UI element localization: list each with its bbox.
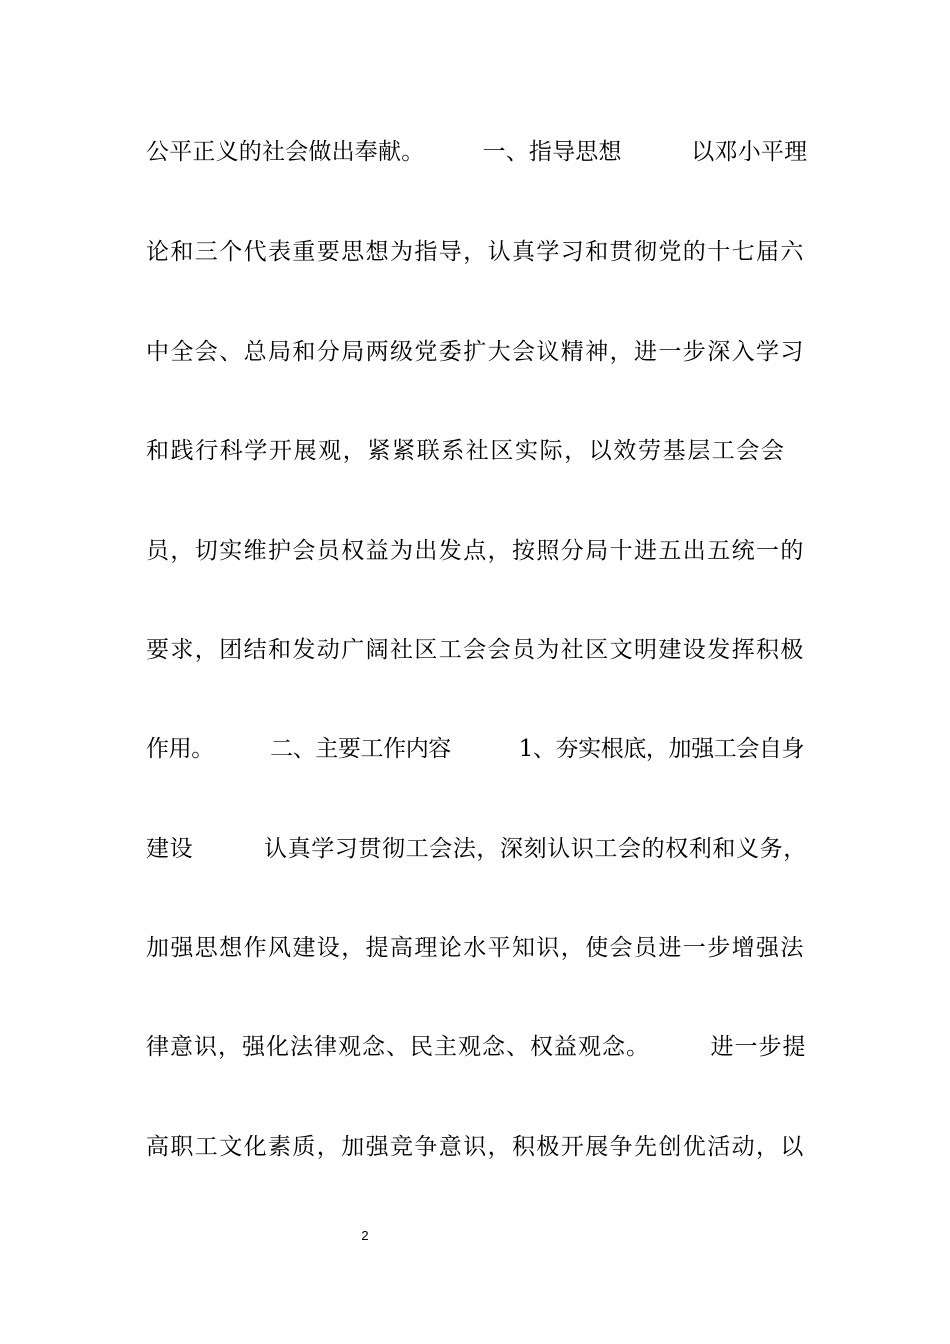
body-text-line-1: 公平正义的社会做出奉献。 一、指导思想 以邓小平理 — [146, 139, 808, 165]
body-text-line-5: 员，切实维护会员权益为出发点，按照分局十进五出五统一的 — [146, 538, 805, 564]
body-text-line-2: 论和三个代表重要思想为指导，认真学习和贯彻党的十七届六 — [146, 239, 805, 265]
body-text-line-6: 要求，团结和发动广阔社区工会会员为社区文明建设发挥积极 — [146, 637, 805, 663]
body-text-line-11: 高职工文化素质，加强竞争意识，积极开展争先创优活动，以 — [146, 1134, 805, 1160]
body-text-line-3: 中全会、总局和分局两级党委扩大会议精神，进一步深入学习 — [146, 339, 805, 365]
body-text-line-9: 加强思想作风建设，提高理论水平知识，使会员进一步增强法 — [146, 935, 805, 961]
body-text-line-8: 建设 认真学习贯彻工会法，深刻认识工会的权利和义务， — [146, 836, 807, 862]
page-number: 2 — [361, 1228, 369, 1243]
body-text-line-7: 作用。 二、主要工作内容 1、夯实根底，加强工会自身 — [146, 736, 805, 762]
body-text-line-4: 和践行科学开展观，紧紧联系社区实际，以效劳基层工会会 — [146, 438, 786, 464]
body-text-line-10: 律意识，强化法律观念、民主观念、权益观念。 进一步提 — [146, 1034, 807, 1060]
